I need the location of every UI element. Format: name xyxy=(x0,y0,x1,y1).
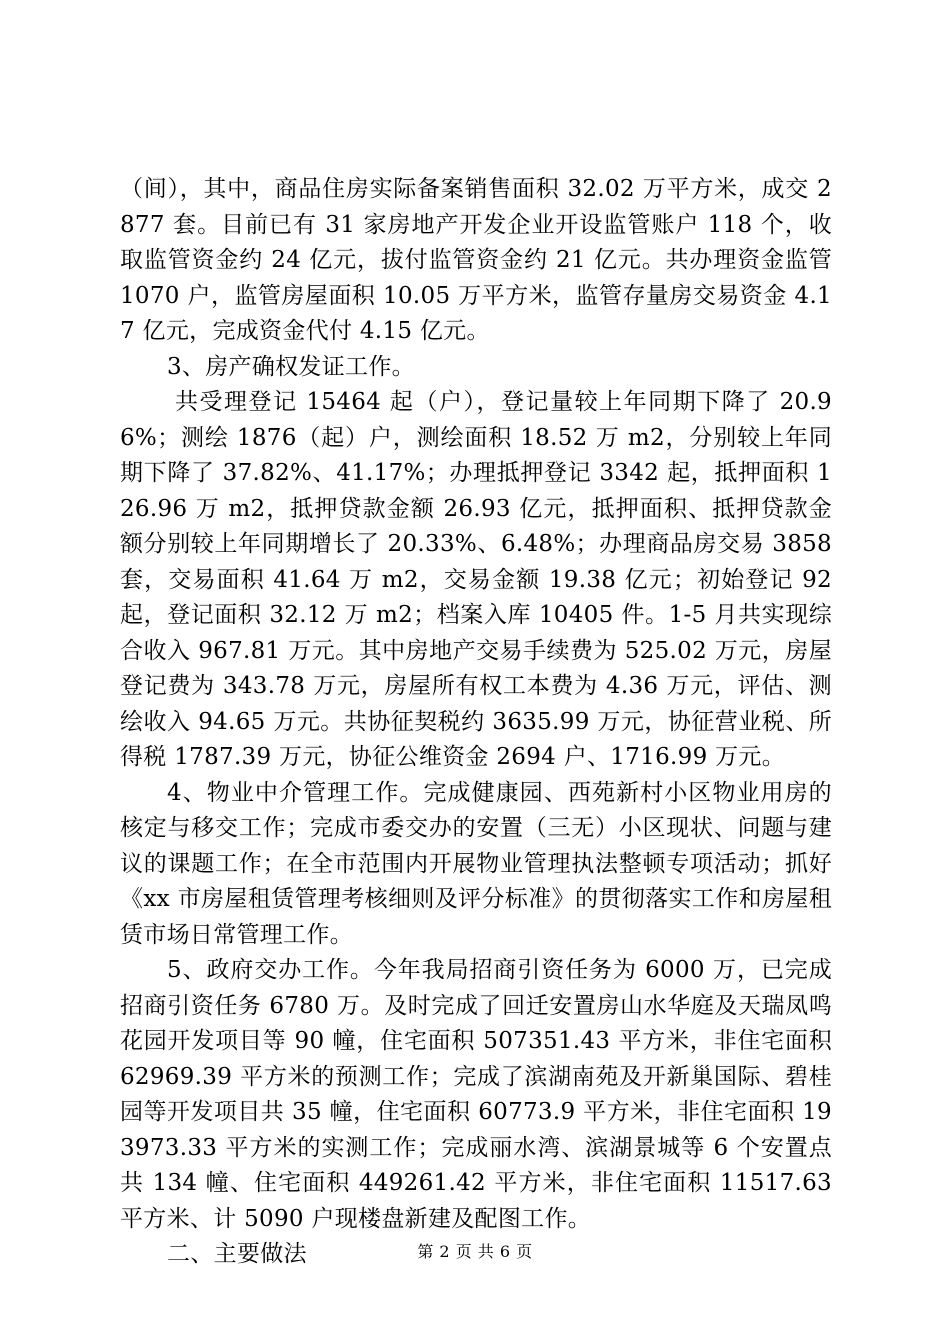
paragraph-funds-supervision: （间），其中，商品住房实际备案销售面积 32.02 万平方米，成交 2877 套。目前已有 31 家房地产开发企业开设监管账户 118 个，收取监管资金约 24 亿元，拔付监管资金约 21 亿元。共办理资金监管 1070 户，监管房屋面积 10.05 万平方米，监管存量房交易资金 4.17 亿元，完成资金代付 4.15 亿元。 xyxy=(120,176,832,344)
document-body xyxy=(120,172,832,1273)
paragraph-government-tasks: 5、政府交办工作。今年我局招商引资任务为 6000 万，已完成招商引资任务 6780 万。及时完成了回迁安置房山水华庭及天瑞凤鸣花园开发项目等 90 幢，住宅面积 507351.43 平方米，非住宅面积 62969.39 平方米的预测工作；完成了滨湖南苑及开新巢国际、碧桂园等开发项目共 35 幢，住宅面积 60773.9 平方米，非住宅面积 193973.33 平方米的实测工作；完成丽水湾、滨湖景城等 6 个安置点共 134 幢、住宅面积 449261.42 平方米，非住宅面积 11517.63 平方米、计 5090 户现楼盘新建及配图工作。 xyxy=(120,957,832,1232)
page-number-footer: 第 2 页 共 6 页 xyxy=(417,1242,533,1261)
heading-main-practices: 二、主要做法 xyxy=(167,1241,307,1267)
heading-property-registration: 3、房产确权发证工作。 xyxy=(167,353,415,380)
paragraph-registration-statistics: 共受理登记 15464 起（户），登记量较上年同期下降了 20.96%；测绘 1876（起）户，测绘面积 18.52 万 m2，分别较上年同期下降了 37.82%、41.17%；办理抵押登记 3342 起，抵押面积 126.96 万 m2，抵押贷款金额 26.93 亿元，抵押面积、抵押贷款金额分别较上年同期增长了 20.33%、6.48%；办理商品房交易 3858 套，交易面积 41.64 万 m2，交易金额 19.38 亿元；初始登记 92 起，登记面积 32.12 万 m2；档案入库 10405 件。1-5 月共实现综合收入 967.81 万元。其中房地产交易手续费为 525.02 万元，房屋登记费为 343.78 万元，房屋所有权工本费为 4.36 万元，评估、测绘收入 94.65 万元。共协征契税约 3635.99 万元，协征营业税、所得税 1787.39 万元，协征公维资金 2694 户、1716.99 万元。 xyxy=(120,389,832,770)
paragraph-property-agency: 4、物业中介管理工作。完成健康园、西苑新村小区物业用房的核定与移交工作；完成市委交办的安置（三无）小区现状、问题与建议的课题工作；在全市范围内开展物业管理执法整顿专项活动；抓好《xx 市房屋租赁管理考核细则及评分标准》的贯彻落实工作和房屋租赁市场日常管理工作。 xyxy=(120,779,832,948)
